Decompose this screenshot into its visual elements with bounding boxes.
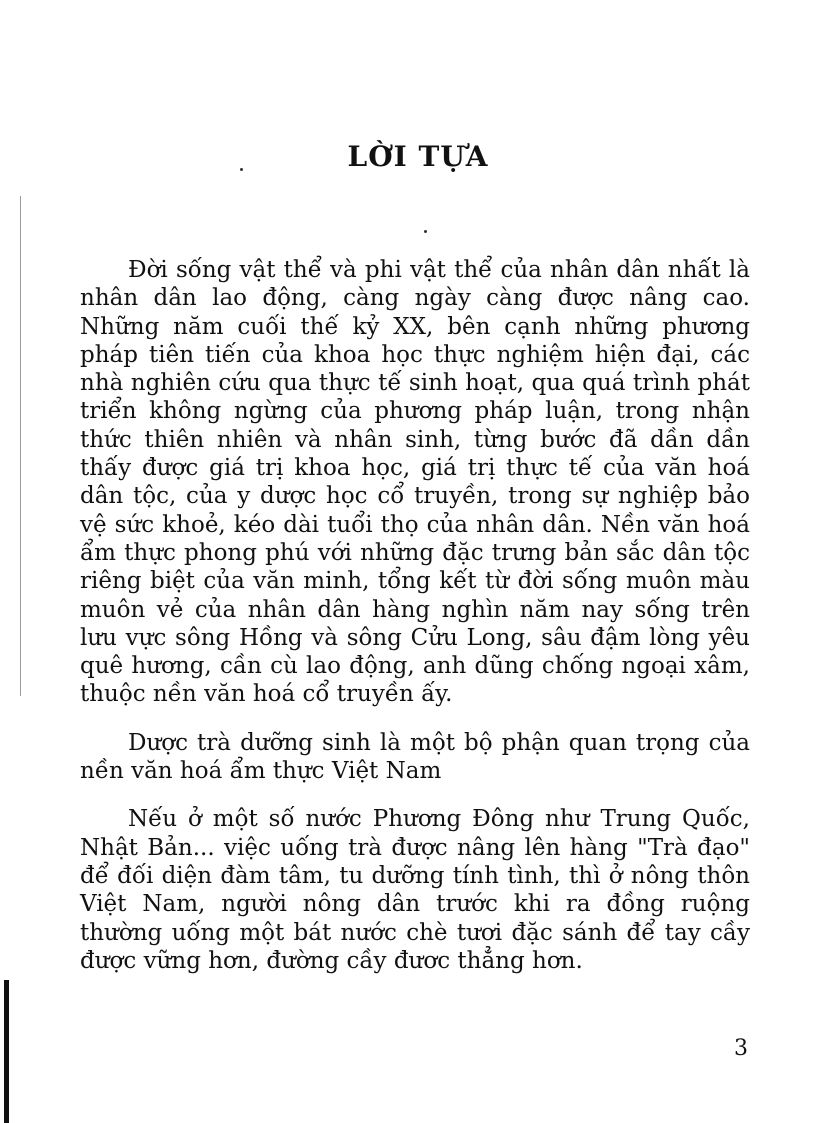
page-title: LỜI TỰA [347, 140, 489, 173]
body-text [80, 256, 750, 975]
scan-speck [424, 230, 427, 233]
paragraph: Dược trà dưỡng sinh là một bộ phận quan trọng của nền văn hoá ẩm thực Việt Nam [80, 729, 750, 785]
margin-line [20, 196, 21, 696]
paragraph: Đời sống vật thể và phi vật thể của nhân dân nhất là nhân dân lao động, càng ngày càng được nâng cao. Những năm cuối thế kỷ XX, bên cạnh những phương pháp tiên tiến của khoa học thực nghiệm hiện đại, các nhà nghiên cứu qua thực tế sinh hoạt, qua quá trình phát triển không ngừng của phương pháp luận, trong nhận thức thiên nhiên và nhân sinh, từng bước đã dần dần thấy được giá trị khoa học, giá trị thực tế của văn hoá dân tộc, của y dược học cổ truyền, trong sự nghiệp bảo vệ sức khoẻ, kéo dài tuổi thọ của nhân dân. Nền văn hoá ẩm thực phong phú với những đặc trưng bản sắc dân tộc riêng biệt của văn minh, tổng kết từ đời sống muôn màu muôn vẻ của nhân dân hàng nghìn năm nay sống trên lưu vực sông Hồng và sông Cửu Long, sâu đậm lòng yêu quê hương, cần cù lao động, anh dũng chống ngoại xâm, thuộc nền văn hoá cổ truyền ấy. [80, 257, 750, 708]
page-number: 3 [734, 1036, 748, 1061]
scan-speck [240, 168, 243, 171]
spine-shadow [4, 980, 9, 1123]
paragraph: Nếu ở một số nước Phương Đông như Trung Quốc, Nhật Bản... việc uống trà được nâng lên hàng "Trà đạo" để đối diện đàm tâm, tu dưỡng tính tình, thì ở nông thôn Việt Nam, người nông dân trước khi ra đồng ruộng thường uống một bát nước chè tươi đặc sánh để tay cầy được vững hơn, đường cầy đươc thẳng hơn. [80, 806, 750, 974]
